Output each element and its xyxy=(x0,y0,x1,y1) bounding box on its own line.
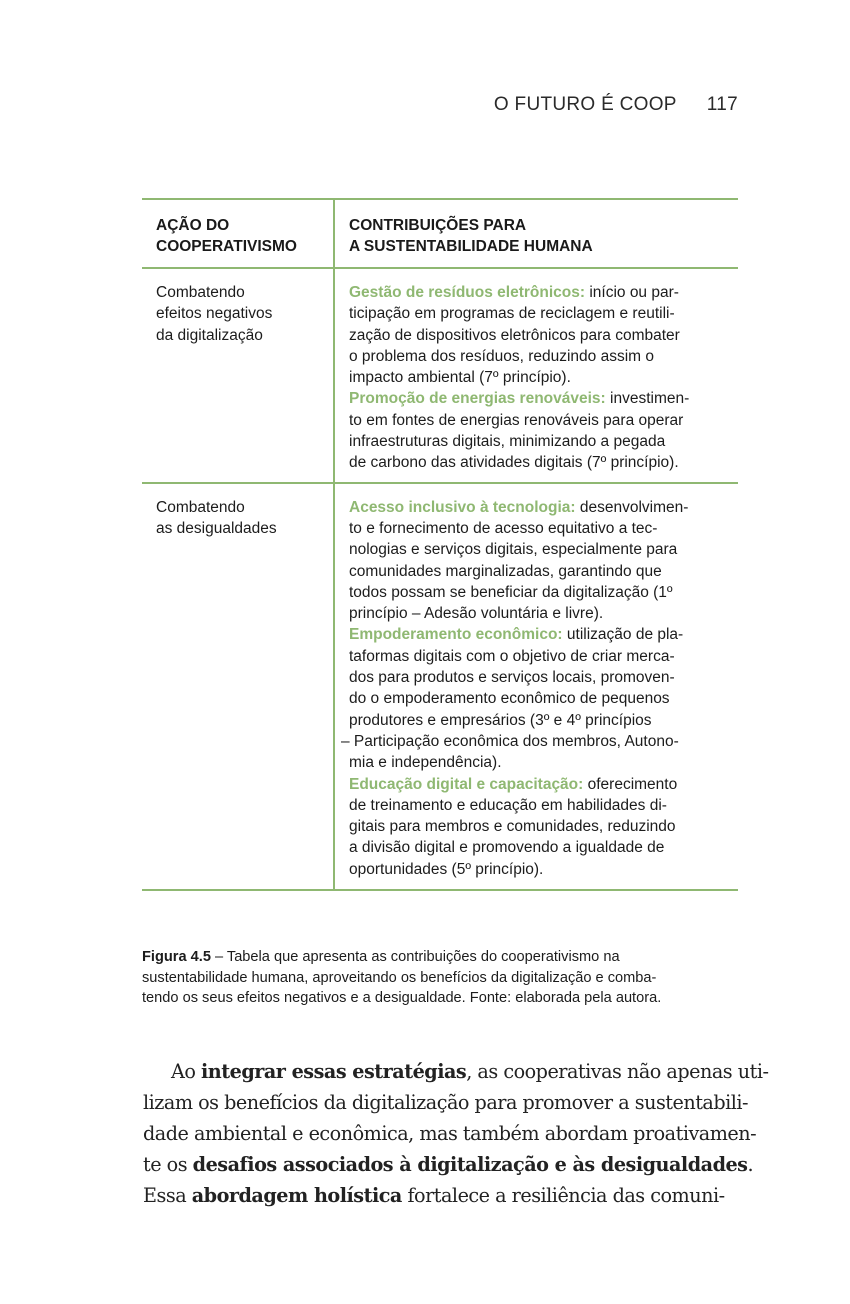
text-line: gitais para membros e comunidades, reduzindo xyxy=(349,818,676,836)
column-header-action xyxy=(142,200,333,267)
column-header-contributions xyxy=(333,200,738,267)
text-line: princípio – Adesão voluntária e livre). xyxy=(349,605,604,623)
text-line: oportunidades (5º princípio). xyxy=(349,860,544,878)
body-paragraph xyxy=(143,1056,769,1211)
highlight-term: Educação digital e capacitação: xyxy=(349,775,584,793)
paragraph-line: lizam os benefícios da digitalização para promover a sustentabili- xyxy=(143,1091,749,1115)
caption-line xyxy=(142,947,742,968)
text-line: o problema dos resíduos, reduzindo assim o xyxy=(349,347,654,365)
contribution-cell xyxy=(333,484,738,889)
running-header xyxy=(494,94,738,116)
highlight-term: Empoderamento econômico: xyxy=(349,626,563,644)
running-title: O FUTURO É COOP xyxy=(493,94,677,115)
text-line xyxy=(349,774,728,795)
bold-phrase: integrar essas estratégias xyxy=(201,1060,467,1083)
paragraph-line xyxy=(143,1180,743,1211)
text-line xyxy=(349,624,728,645)
action-cell xyxy=(142,269,333,482)
text-fragment: utilização de pla- xyxy=(562,626,684,644)
caption-line: sustentabilidade humana, aproveitando os benefícios da digitalização e comba- xyxy=(142,969,657,986)
text-fragment: te os xyxy=(143,1153,193,1177)
text-fragment: fortalece a resiliência das comuni- xyxy=(401,1184,725,1208)
text-line: – Participação econômica dos membros, Autono- xyxy=(341,732,679,750)
text-fragment: investimen- xyxy=(605,390,690,408)
action-line: as desigualdades xyxy=(156,519,277,537)
paragraph-line xyxy=(143,1149,754,1180)
text-line: do o empoderamento econômico de pequenos xyxy=(349,690,670,708)
action-line: Combatendo xyxy=(156,498,245,516)
text-line: ticipação em programas de reciclagem e reutili- xyxy=(349,305,675,323)
action-line: Combatendo xyxy=(156,284,245,301)
caption-fragment: – Tabela que apresenta as contribuições do cooperativismo na xyxy=(210,949,620,965)
text-fragment: . xyxy=(747,1153,754,1177)
text-fragment: Essa xyxy=(143,1184,192,1208)
text-line xyxy=(349,497,728,518)
figure-label: Figura 4.5 xyxy=(142,949,211,965)
text-line xyxy=(349,282,728,303)
text-line: infraestruturas digitais, minimizando a pegada xyxy=(349,433,666,451)
text-line: de treinamento e educação em habilidades di- xyxy=(349,796,667,814)
text-line: produtores e empresários (3º e 4º princípios xyxy=(349,711,652,729)
bold-phrase: desafios associados à digitalização e às desigualdades xyxy=(192,1153,748,1177)
text-line: zação de dispositivos eletrônicos para combater xyxy=(349,326,680,344)
header-line: COOPERATIVISMO xyxy=(156,238,297,255)
text-line: taformas digitais com o objetivo de criar merca- xyxy=(349,647,675,665)
text-fragment: desenvolvimen- xyxy=(575,498,689,516)
highlight-term: Promoção de energias renováveis: xyxy=(349,390,606,408)
action-line: da digitalização xyxy=(156,326,263,344)
text-line xyxy=(349,388,728,409)
text-line: comunidades marginalizadas, garantindo que xyxy=(349,562,662,580)
text-line: mia e independência). xyxy=(349,754,502,772)
paragraph-line xyxy=(143,1056,769,1087)
text-fragment: Ao xyxy=(171,1060,202,1083)
contributions-table xyxy=(142,198,738,891)
paragraph-line: dade ambiental e econômica, mas também abordam proativamen- xyxy=(143,1122,757,1146)
header-line: AÇÃO DO xyxy=(156,217,230,234)
text-line: todos possam se beneficiar da digitalização (1º xyxy=(349,583,673,601)
text-fragment: oferecimento xyxy=(583,775,678,793)
text-line: to em fontes de energias renováveis para operar xyxy=(349,411,684,429)
highlight-term: Acesso inclusivo à tecnologia: xyxy=(349,498,576,516)
header-line: CONTRIBUIÇÕES PARA xyxy=(349,217,527,234)
action-cell xyxy=(142,484,333,889)
table-header-row xyxy=(142,200,738,267)
text-fragment: , as cooperativas não apenas uti- xyxy=(466,1060,769,1083)
action-line: efeitos negativos xyxy=(156,305,273,323)
bold-phrase: abordagem holística xyxy=(191,1184,402,1208)
contribution-cell xyxy=(333,269,738,482)
text-line: to e fornecimento de acesso equitativo a tec- xyxy=(349,519,658,537)
page-number: 117 xyxy=(706,94,738,115)
table-row xyxy=(142,267,738,482)
highlight-term: Gestão de resíduos eletrônicos: xyxy=(349,284,586,301)
text-line: a divisão digital e promovendo a igualdade de xyxy=(349,839,665,857)
text-line: impacto ambiental (7º princípio). xyxy=(349,369,571,387)
text-fragment: início ou par- xyxy=(585,284,679,301)
table-row xyxy=(142,482,738,889)
text-line: dos para produtos e serviços locais, promoven- xyxy=(349,669,675,687)
figure-caption xyxy=(142,947,742,1009)
text-line: nologias e serviços digitais, especialmente para xyxy=(349,541,678,559)
header-line: A SUSTENTABILIDADE HUMANA xyxy=(349,238,593,255)
text-line: de carbono das atividades digitais (7º princípio). xyxy=(349,454,679,472)
caption-line: tendo os seus efeitos negativos e a desigualdade. Fonte: elaborada pela autora. xyxy=(142,990,662,1006)
